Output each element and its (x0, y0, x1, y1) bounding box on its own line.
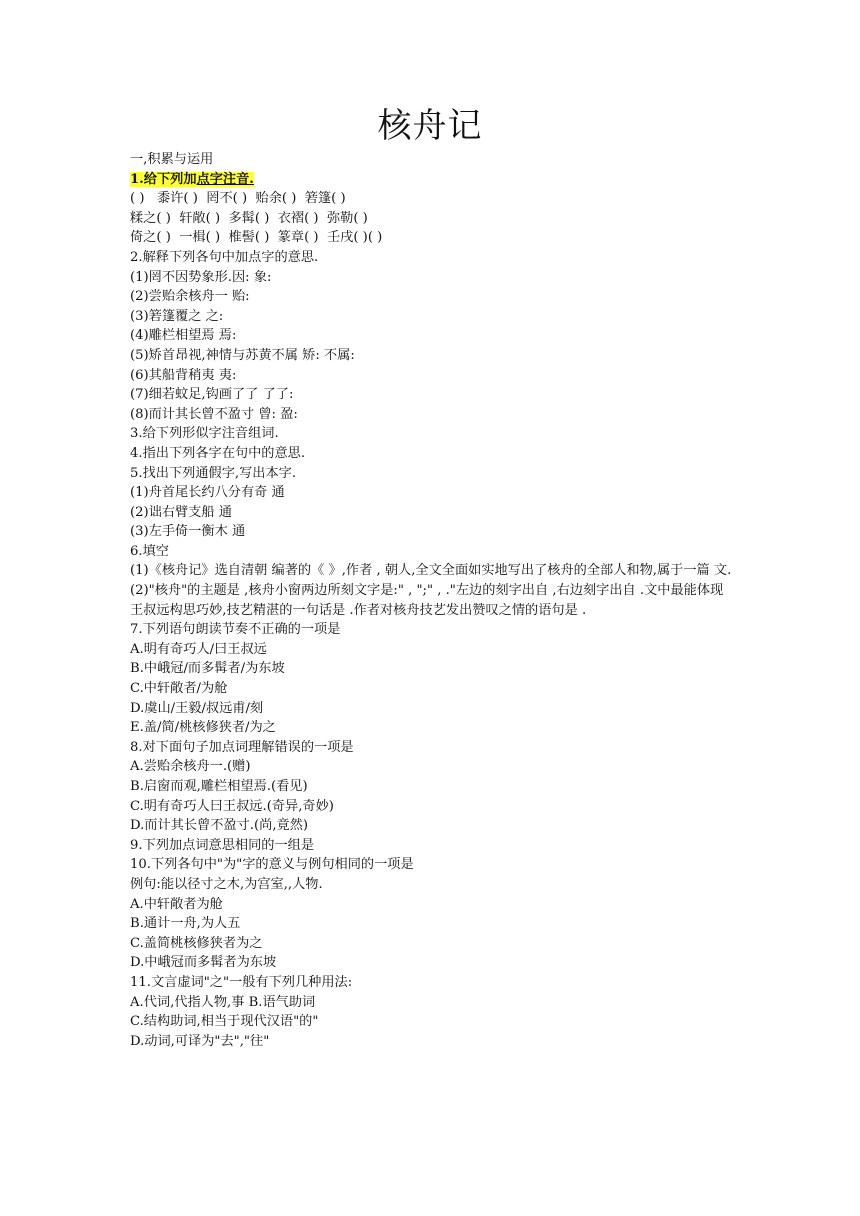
text-line: (5)矫首昂视,神情与苏黄不属 矫: 不属: (130, 347, 355, 363)
paragraph-6-1: (1)《核舟记》选自清朝 编著的《 》,作者 , 朝人,全文全面如实地写出了核舟的全部人和物,属于一篇 文. (130, 563, 732, 579)
text-line: E.盖/简/桃核修狭者/为之 (130, 720, 276, 736)
text-line: 5.找出下列通假字,写出本字. (130, 465, 297, 481)
question-1-row: ( ) 黍许( ) 罔不( ) 贻余( ) 箬篷( ) (130, 191, 346, 207)
text-line: (1)舟首尾长约八分有奇 通 (130, 485, 285, 501)
text-line: 11.文言虚词"之"一般有下列几种用法: (130, 974, 353, 990)
text-line: C.结构助词,相当于现代汉语"的" (130, 1014, 319, 1030)
text-line: 10.下列各句中"为"字的意义与例句相同的一项是 (130, 857, 414, 873)
text-line: (3)左手倚一衡木 通 (130, 524, 246, 540)
text-line: (2)尝贻余核舟一 贻: (130, 289, 250, 305)
text-line: A.明有奇巧人/曰王叔远 (130, 641, 267, 657)
text-line: 3.给下列形似字注音组词. (130, 426, 279, 442)
question-1-underlined: 点字注音. (196, 171, 254, 187)
page-title: 核舟记 (377, 106, 483, 146)
text-line: 4.指出下列各字在句中的意思. (130, 445, 306, 461)
question-1-prefix: 1.给下列加 (130, 171, 197, 187)
text-line: 8.对下面句子加点词理解错误的一项是 (130, 739, 354, 755)
text-line: 7.下列语句朗读节奏不正确的一项是 (130, 622, 341, 638)
text-line: (4)雕栏相望焉 焉: (130, 328, 237, 344)
text-line: 9.下列加点词意思相同的一组是 (130, 837, 315, 853)
section-heading: 一,积累与运用 (130, 152, 214, 167)
text-line: D.虞山/王毅/叔远甫/刻 (130, 700, 264, 716)
document-body (130, 150, 735, 1051)
text-line: 6.填空 (130, 543, 169, 559)
question-1-heading (130, 170, 735, 190)
text-line: C.中轩敞者/为舱 (130, 681, 228, 697)
text-line: D.而计其长曾不盈寸.(尚,竟然) (130, 818, 309, 834)
text-line: (1)罔不因势象形.因: 象: (130, 269, 272, 285)
text-line: (3)箬篷覆之 之: (130, 308, 224, 324)
paragraph-6-2: (2)"核舟"的主题是 ,核舟小窗两边所刻文字是:" , ";" , ."左边的刻字出自 ,右边刻字出自 .文中最能体现王叔远构思巧妙,技艺精湛的一句话是 .作者对核舟技艺发出赞叹之情的语句是 . (130, 583, 724, 618)
text-line: 例句:能以径寸之木,为宫室,,人物. (130, 876, 323, 892)
text-line: (6)其船背稍夷 夷: (130, 367, 237, 383)
text-line: 2.解释下列各句中加点字的意思. (130, 249, 319, 265)
text-line: D.中峨冠而多髯者为东坡 (130, 955, 277, 971)
question-1-row: 倚之( ) 一楫( ) 椎髻( ) 篆章( ) 壬戌( )( ) (130, 230, 383, 246)
text-line: B.启窗而观,雕栏相望焉.(看见) (130, 779, 308, 794)
text-line: A.代词,代指人物,事 B.语气助词 (130, 994, 316, 1010)
text-line: B.中峨冠/而多髯者/为东坡 (130, 661, 285, 677)
text-line: (2)诎右臂支船 通 (130, 504, 232, 520)
highlighted-text (130, 172, 254, 187)
text-line: A.中轩敞者为舱 (130, 896, 223, 912)
text-line: A.尝贻余核舟一.(赠) (130, 759, 251, 775)
text-line: (8)而计其长曾不盈寸 曾: 盈: (130, 406, 298, 422)
question-1-row: 糅之( ) 轩敞( ) 多髯( ) 衣褶( ) 弥勒( ) (130, 210, 368, 226)
text-line: B.通计一舟,为人五 (130, 916, 241, 932)
text-line: C.明有奇巧人曰王叔远.(奇异,奇妙) (130, 798, 334, 814)
text-line: (7)细若蚊足,钩画了了 了了: (130, 387, 294, 403)
text-line: C.盖简桃核修狭者为之 (130, 935, 263, 951)
text-line: D.动词,可译为"去","往" (130, 1033, 270, 1049)
